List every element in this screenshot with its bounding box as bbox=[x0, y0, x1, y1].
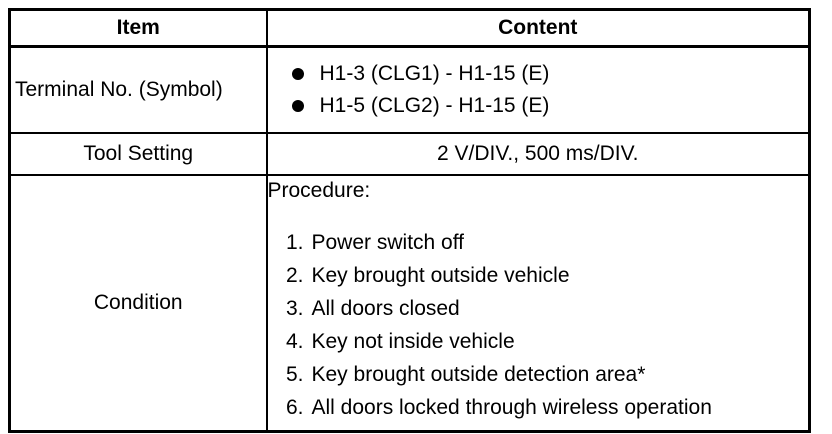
list-item bbox=[274, 325, 809, 358]
list-item bbox=[274, 226, 809, 259]
list-item bbox=[292, 58, 809, 90]
spec-table bbox=[8, 8, 811, 433]
step-text: Key brought outside vehicle bbox=[311, 264, 570, 287]
tool-row bbox=[10, 133, 810, 175]
list-item bbox=[274, 391, 809, 424]
tool-value: 2 V/DIV., 500 ms/DIV. bbox=[267, 133, 810, 175]
step-text: All doors locked through wireless operation bbox=[311, 396, 712, 419]
step-text: Power switch off bbox=[311, 231, 465, 254]
terminal-label: Terminal No. (Symbol) bbox=[10, 47, 267, 134]
condition-row bbox=[10, 175, 810, 432]
terminal-content bbox=[267, 47, 810, 134]
step-number: 5. bbox=[285, 363, 304, 386]
bullet-icon bbox=[292, 100, 304, 112]
terminal-value: H1-5 (CLG2) - H1-15 (E) bbox=[319, 94, 550, 117]
condition-label: Condition bbox=[10, 175, 267, 432]
list-item bbox=[274, 259, 809, 292]
step-text: Key not inside vehicle bbox=[311, 330, 515, 353]
terminal-value: H1-3 (CLG1) - H1-15 (E) bbox=[319, 62, 550, 85]
procedure-steps bbox=[268, 226, 809, 424]
step-number: 3. bbox=[285, 297, 304, 320]
list-item bbox=[274, 292, 809, 325]
terminal-list bbox=[268, 58, 809, 122]
list-item bbox=[274, 358, 809, 391]
header-row bbox=[10, 10, 810, 47]
step-number: 6. bbox=[285, 396, 304, 419]
header-content: Content bbox=[267, 10, 810, 47]
step-text: All doors closed bbox=[311, 297, 460, 320]
step-text: Key brought outside detection area* bbox=[311, 363, 646, 386]
bullet-icon bbox=[292, 68, 304, 80]
step-number: 4. bbox=[285, 330, 304, 353]
condition-content bbox=[267, 175, 810, 432]
header-item: Item bbox=[10, 10, 267, 47]
terminal-row bbox=[10, 47, 810, 134]
list-item bbox=[292, 90, 809, 122]
step-number: 2. bbox=[285, 264, 304, 287]
step-number: 1. bbox=[285, 231, 304, 254]
procedure-label: Procedure: bbox=[267, 179, 371, 202]
tool-label: Tool Setting bbox=[10, 133, 267, 175]
